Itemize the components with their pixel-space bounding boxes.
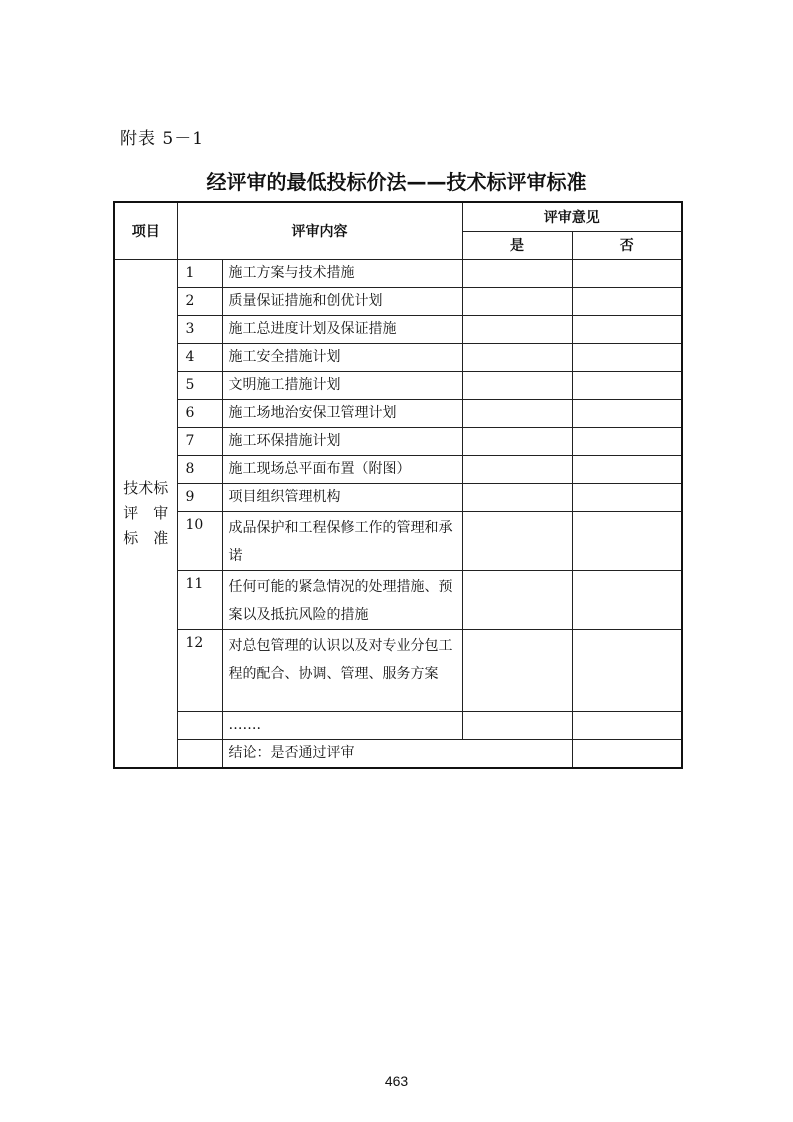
table-row xyxy=(114,315,682,343)
row-number: 5 xyxy=(177,371,222,399)
yes-cell[interactable] xyxy=(462,483,572,511)
row-content: 施工现场总平面布置（附图） xyxy=(222,455,462,483)
yes-cell[interactable] xyxy=(462,427,572,455)
row-content: 项目组织管理机构 xyxy=(222,483,462,511)
row-number: 2 xyxy=(177,287,222,315)
yes-cell[interactable] xyxy=(462,259,572,287)
category-cell xyxy=(114,259,177,768)
row-content: 对总包管理的认识以及对专业分包工程的配合、协调、管理、服务方案 xyxy=(222,629,462,711)
no-cell[interactable] xyxy=(572,315,682,343)
header-yes: 是 xyxy=(462,231,572,259)
no-cell[interactable] xyxy=(572,629,682,711)
row-number: 6 xyxy=(177,399,222,427)
no-cell[interactable] xyxy=(572,711,682,739)
row-number: 8 xyxy=(177,455,222,483)
row-content: 施工方案与技术措施 xyxy=(222,259,462,287)
yes-cell[interactable] xyxy=(462,629,572,711)
yes-cell[interactable] xyxy=(462,570,572,629)
row-number: 9 xyxy=(177,483,222,511)
table-row xyxy=(114,511,682,570)
row-number xyxy=(177,711,222,739)
yes-cell[interactable] xyxy=(462,315,572,343)
conclusion-row xyxy=(114,739,682,768)
no-cell[interactable] xyxy=(572,287,682,315)
no-cell[interactable] xyxy=(572,371,682,399)
category-line: 标 准 xyxy=(123,528,169,547)
header-no: 否 xyxy=(572,231,682,259)
header-content: 评审内容 xyxy=(177,202,462,259)
table-row xyxy=(114,711,682,739)
no-cell[interactable] xyxy=(572,343,682,371)
document-title: 经评审的最低投标价法——技术标评审标准 xyxy=(206,170,587,194)
conclusion-cell[interactable] xyxy=(572,739,682,768)
category-line: 技术标 xyxy=(123,478,169,497)
conclusion-text: 结论：是否通过评审 xyxy=(222,739,572,768)
header-opinion: 评审意见 xyxy=(462,202,682,231)
yes-cell[interactable] xyxy=(462,511,572,570)
row-number: 10 xyxy=(177,511,222,570)
appendix-label: 附表 5－1 xyxy=(120,129,205,149)
yes-cell[interactable] xyxy=(462,455,572,483)
table-row xyxy=(114,343,682,371)
yes-cell[interactable] xyxy=(462,343,572,371)
header-item: 项目 xyxy=(114,202,177,259)
row-content: ……. xyxy=(222,711,462,739)
row-content: 任何可能的紧急情况的处理措施、预案以及抵抗风险的措施 xyxy=(222,570,462,629)
row-content: 文明施工措施计划 xyxy=(222,371,462,399)
row-content: 施工安全措施计划 xyxy=(222,343,462,371)
yes-cell[interactable] xyxy=(462,287,572,315)
row-number: 11 xyxy=(177,570,222,629)
table-row xyxy=(114,371,682,399)
table-row xyxy=(114,399,682,427)
no-cell[interactable] xyxy=(572,570,682,629)
row-number: 12 xyxy=(177,629,222,711)
yes-cell[interactable] xyxy=(462,711,572,739)
row-content: 施工环保措施计划 xyxy=(222,427,462,455)
table-row xyxy=(114,455,682,483)
row-content: 施工总进度计划及保证措施 xyxy=(222,315,462,343)
row-number: 3 xyxy=(177,315,222,343)
table-row xyxy=(114,427,682,455)
row-content: 质量保证措施和创优计划 xyxy=(222,287,462,315)
table-row xyxy=(114,483,682,511)
row-number xyxy=(177,739,222,768)
yes-cell[interactable] xyxy=(462,399,572,427)
page-number: 463 xyxy=(384,1073,409,1089)
no-cell[interactable] xyxy=(572,399,682,427)
table-row xyxy=(114,287,682,315)
table-row xyxy=(114,570,682,629)
row-number: 7 xyxy=(177,427,222,455)
table-row xyxy=(114,629,682,711)
no-cell[interactable] xyxy=(572,511,682,570)
review-criteria-table xyxy=(113,201,683,769)
row-content: 施工场地治安保卫管理计划 xyxy=(222,399,462,427)
row-number: 4 xyxy=(177,343,222,371)
row-content: 成品保护和工程保修工作的管理和承诺 xyxy=(222,511,462,570)
row-number: 1 xyxy=(177,259,222,287)
no-cell[interactable] xyxy=(572,259,682,287)
no-cell[interactable] xyxy=(572,427,682,455)
yes-cell[interactable] xyxy=(462,371,572,399)
table-row xyxy=(114,259,682,287)
no-cell[interactable] xyxy=(572,455,682,483)
no-cell[interactable] xyxy=(572,483,682,511)
category-line: 评 审 xyxy=(123,503,169,522)
